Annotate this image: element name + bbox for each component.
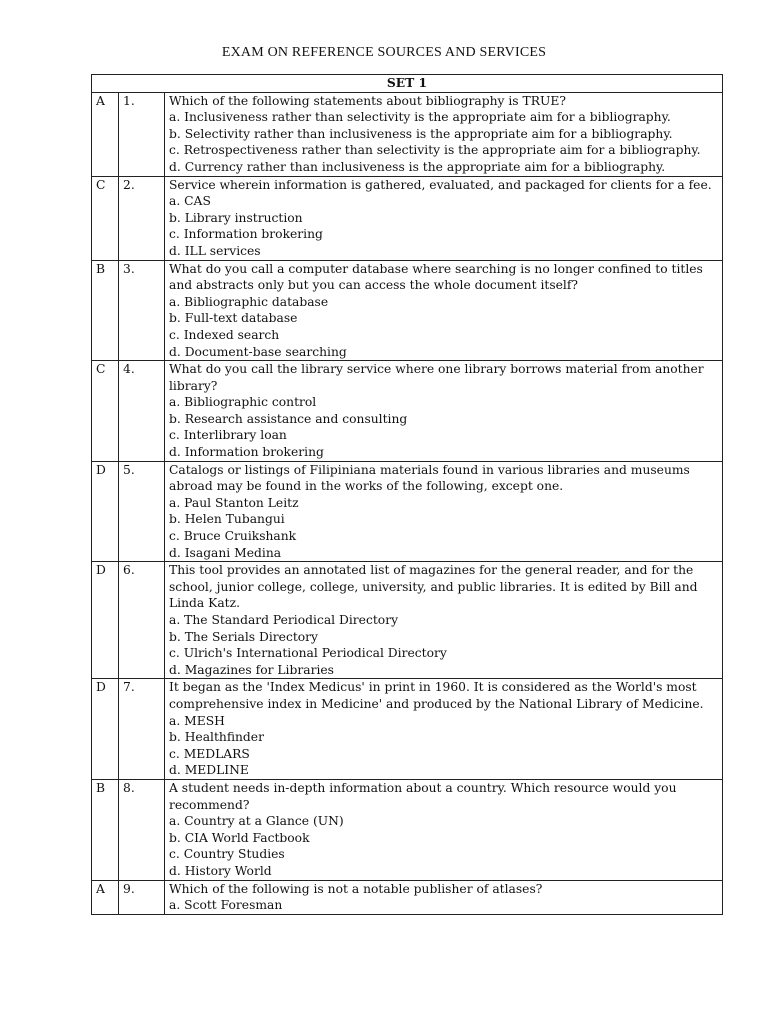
answer-key: D [92,562,119,679]
question-number: 8. [119,779,165,880]
answer-option: b. Healthfinder [169,730,264,745]
question-row [92,260,723,361]
question-body [165,461,723,562]
answer-option: d. Magazines for Libraries [169,662,334,677]
question-stem: It began as the 'Index Medicus' in print in 1960. It is considered as the World's most comprehensive index in Medicine' and produced by the National Library of Medicine. [169,680,704,711]
question-stem: This tool provides an annotated list of magazines for the general reader, and for the school, junior college, college, university, and public libraries. It is edited by Bill and Linda Katz. [169,563,698,611]
answer-key: B [92,260,119,361]
answer-option: b. Helen Tubangui [169,512,285,527]
answer-option: a. Paul Stanton Leitz [169,495,299,510]
answer-option: a. CAS [169,194,211,209]
answer-option: b. Library instruction [169,210,303,225]
set-title: SET 1 [92,75,723,93]
answer-option: a. Inclusiveness rather than selectivity is the appropriate aim for a bibliography. [169,110,671,125]
question-number: 6. [119,562,165,679]
answer-option: c. Country Studies [169,847,285,862]
answer-option: c. Bruce Cruikshank [169,529,297,544]
question-row [92,679,723,780]
question-stem: Catalogs or listings of Filipiniana materials found in various libraries and museums abroad may be found in the works of the following, except one. [169,462,690,494]
answer-option: b. Selectivity rather than inclusiveness is the appropriate aim for a bibliography. [169,126,673,141]
answer-option: c. MEDLARS [169,746,250,761]
answer-key: A [92,880,119,914]
answer-key: D [92,679,119,780]
answer-key: A [92,92,119,176]
answer-option: b. The Serials Directory [169,629,318,644]
question-body [165,361,723,462]
question-row [92,176,723,260]
question-number: 4. [119,361,165,462]
question-body [165,260,723,361]
question-body [165,176,723,260]
answer-option: d. Isagani Medina [169,545,282,560]
question-row [92,880,723,914]
answer-option: d. Document-base searching [169,344,347,359]
question-number: 5. [119,461,165,562]
question-row [92,361,723,462]
answer-option: b. Research assistance and consulting [169,411,408,426]
page-title: EXAM ON REFERENCE SOURCES AND SERVICES [221,45,547,60]
answer-option: d. Information brokering [169,445,324,460]
question-number: 2. [119,176,165,260]
question-body [165,562,723,679]
answer-option: d. Currency rather than inclusiveness is the appropriate aim for a bibliography. [169,159,666,174]
question-number: 3. [119,260,165,361]
answer-option: d. ILL services [169,243,261,258]
question-stem: What do you call the library service where one library borrows material from another library? [169,362,704,393]
question-row [92,562,723,679]
question-stem: Which of the following is not a notable publisher of atlases? [169,881,543,896]
set-header-row [92,75,723,93]
exam-table [91,74,723,915]
answer-option: d. MEDLINE [169,763,249,778]
question-stem: What do you call a computer database where searching is no longer confined to titles and abstracts only but you can access the whole document itself? [169,261,703,293]
question-number: 9. [119,880,165,914]
answer-option: b. Full-text database [169,311,298,326]
answer-key: C [92,361,119,462]
question-row [92,779,723,880]
answer-option: a. Bibliographic database [169,294,329,309]
question-stem: Service wherein information is gathered, evaluated, and packaged for clients for a fee. [169,177,712,192]
answer-option: d. History World [169,863,272,878]
question-stem: Which of the following statements about bibliography is TRUE? [169,93,566,108]
question-body [165,880,723,914]
answer-option: c. Indexed search [169,327,280,342]
question-row [92,92,723,176]
exam-table-body [92,75,723,915]
question-body [165,92,723,176]
question-row [92,461,723,562]
answer-option: a. Bibliographic control [169,395,317,410]
question-stem: A student needs in-depth information about a country. Which resource would you recommend? [169,780,677,812]
answer-option: c. Retrospectiveness rather than selectivity is the appropriate aim for a bibliography. [169,143,701,158]
answer-option: a. The Standard Periodical Directory [169,613,399,627]
answer-key: C [92,176,119,260]
answer-option: a. Country at a Glance (UN) [169,814,344,829]
answer-option: c. Interlibrary loan [169,428,287,443]
answer-key: B [92,779,119,880]
question-body [165,679,723,780]
question-number: 1. [119,92,165,176]
question-number: 7. [119,679,165,780]
answer-option: a. MESH [169,713,225,728]
answer-option: b. CIA World Factbook [169,830,310,845]
answer-option: c. Ulrich's International Periodical Directory [169,646,447,661]
answer-option: c. Information brokering [169,227,323,242]
answer-option: a. Scott Foresman [169,898,283,913]
question-body [165,779,723,880]
answer-key: D [92,461,119,562]
